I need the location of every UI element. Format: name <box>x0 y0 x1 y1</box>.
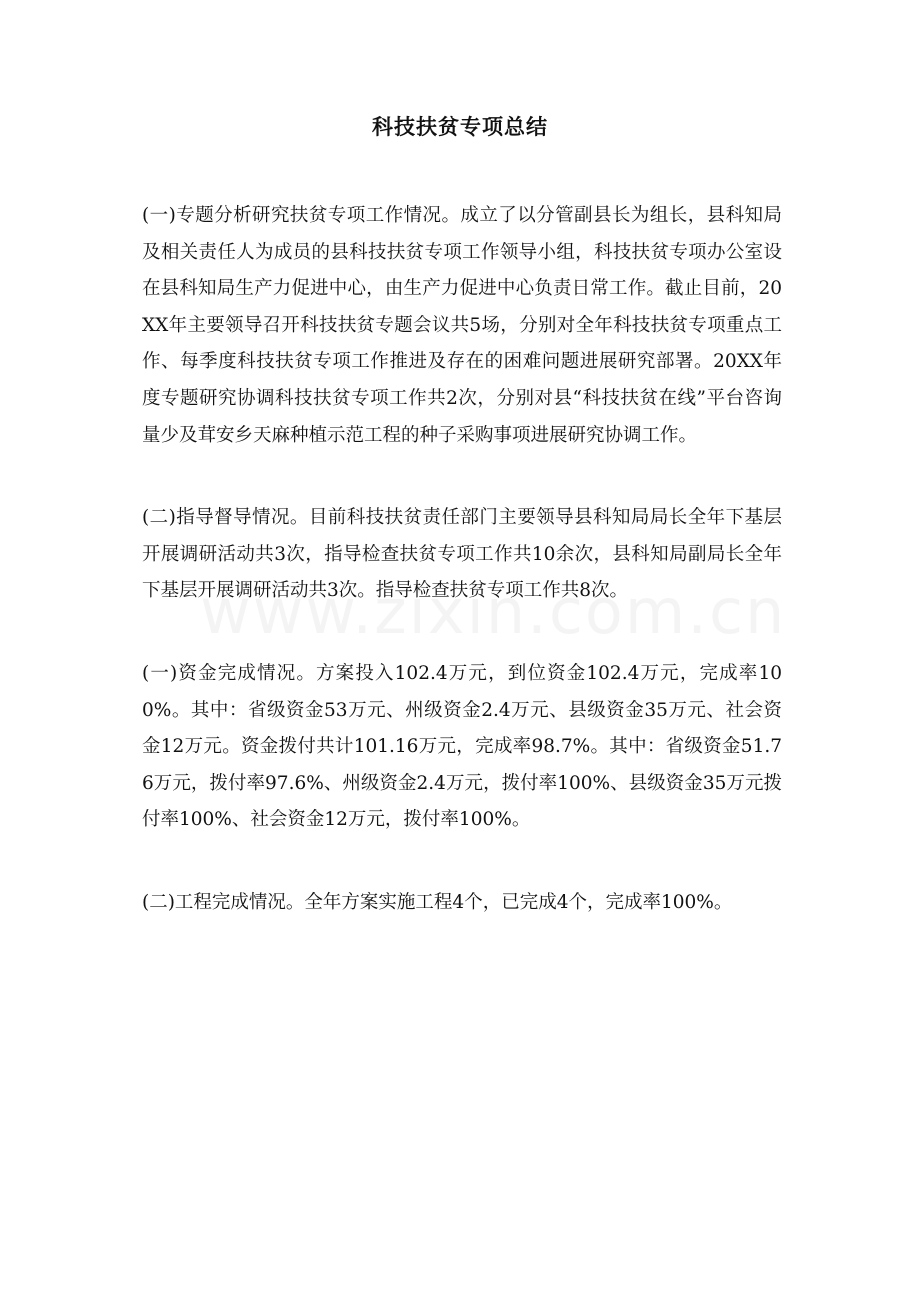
document-body <box>142 198 782 922</box>
paragraph-3: (一)资金完成情况。方案投入102.4万元，到位资金102.4万元，完成率100%。其中：省级资金53万元、州级资金2.4万元、县级资金35万元、社会资金12万元。资金拨付共计101.16万元，完成率98.7%。其中：省级资金51.76万元，拨付率97.6%、州级资金2.4万元，拨付率100%、县级资金35万元拨付率100%、社会资金12万元，拨付率100%。 <box>142 662 782 831</box>
paragraph-1: (一)专题分析研究扶贫专项工作情况。成立了以分管副县长为组长，县科知局及相关责任人为成员的县科技扶贫专项工作领导小组，科技扶贫专项办公室设在县科知局生产力促进中心，由生产力促进中心负责日常工作。截止目前，20XX年主要领导召开科技扶贫专题会议共5场，分别对全年科技扶贫专项重点工作、每季度科技扶贫专项工作推进及存在的困难问题进展研究部署。20XX年度专题研究协调科技扶贫专项工作共2次，分别对县“科技扶贫在线”平台咨询量少及茸安乡天麻种植示范工程的种子采购事项进展研究协调工作。 <box>142 205 782 446</box>
paragraph-2: (二)指导督导情况。目前科技扶贫责任部门主要领导县科知局局长全年下基层开展调研活动共3次，指导检查扶贫专项工作共10余次，县科知局副局长全年下基层开展调研活动共3次。指导检查扶贫专项工作共8次。 <box>142 507 782 602</box>
paragraph-4: (二)工程完成情况。全年方案实施工程4个，已完成4个，完成率100%。 <box>142 891 733 913</box>
document-title: 科技扶贫专项总结 <box>372 114 548 139</box>
